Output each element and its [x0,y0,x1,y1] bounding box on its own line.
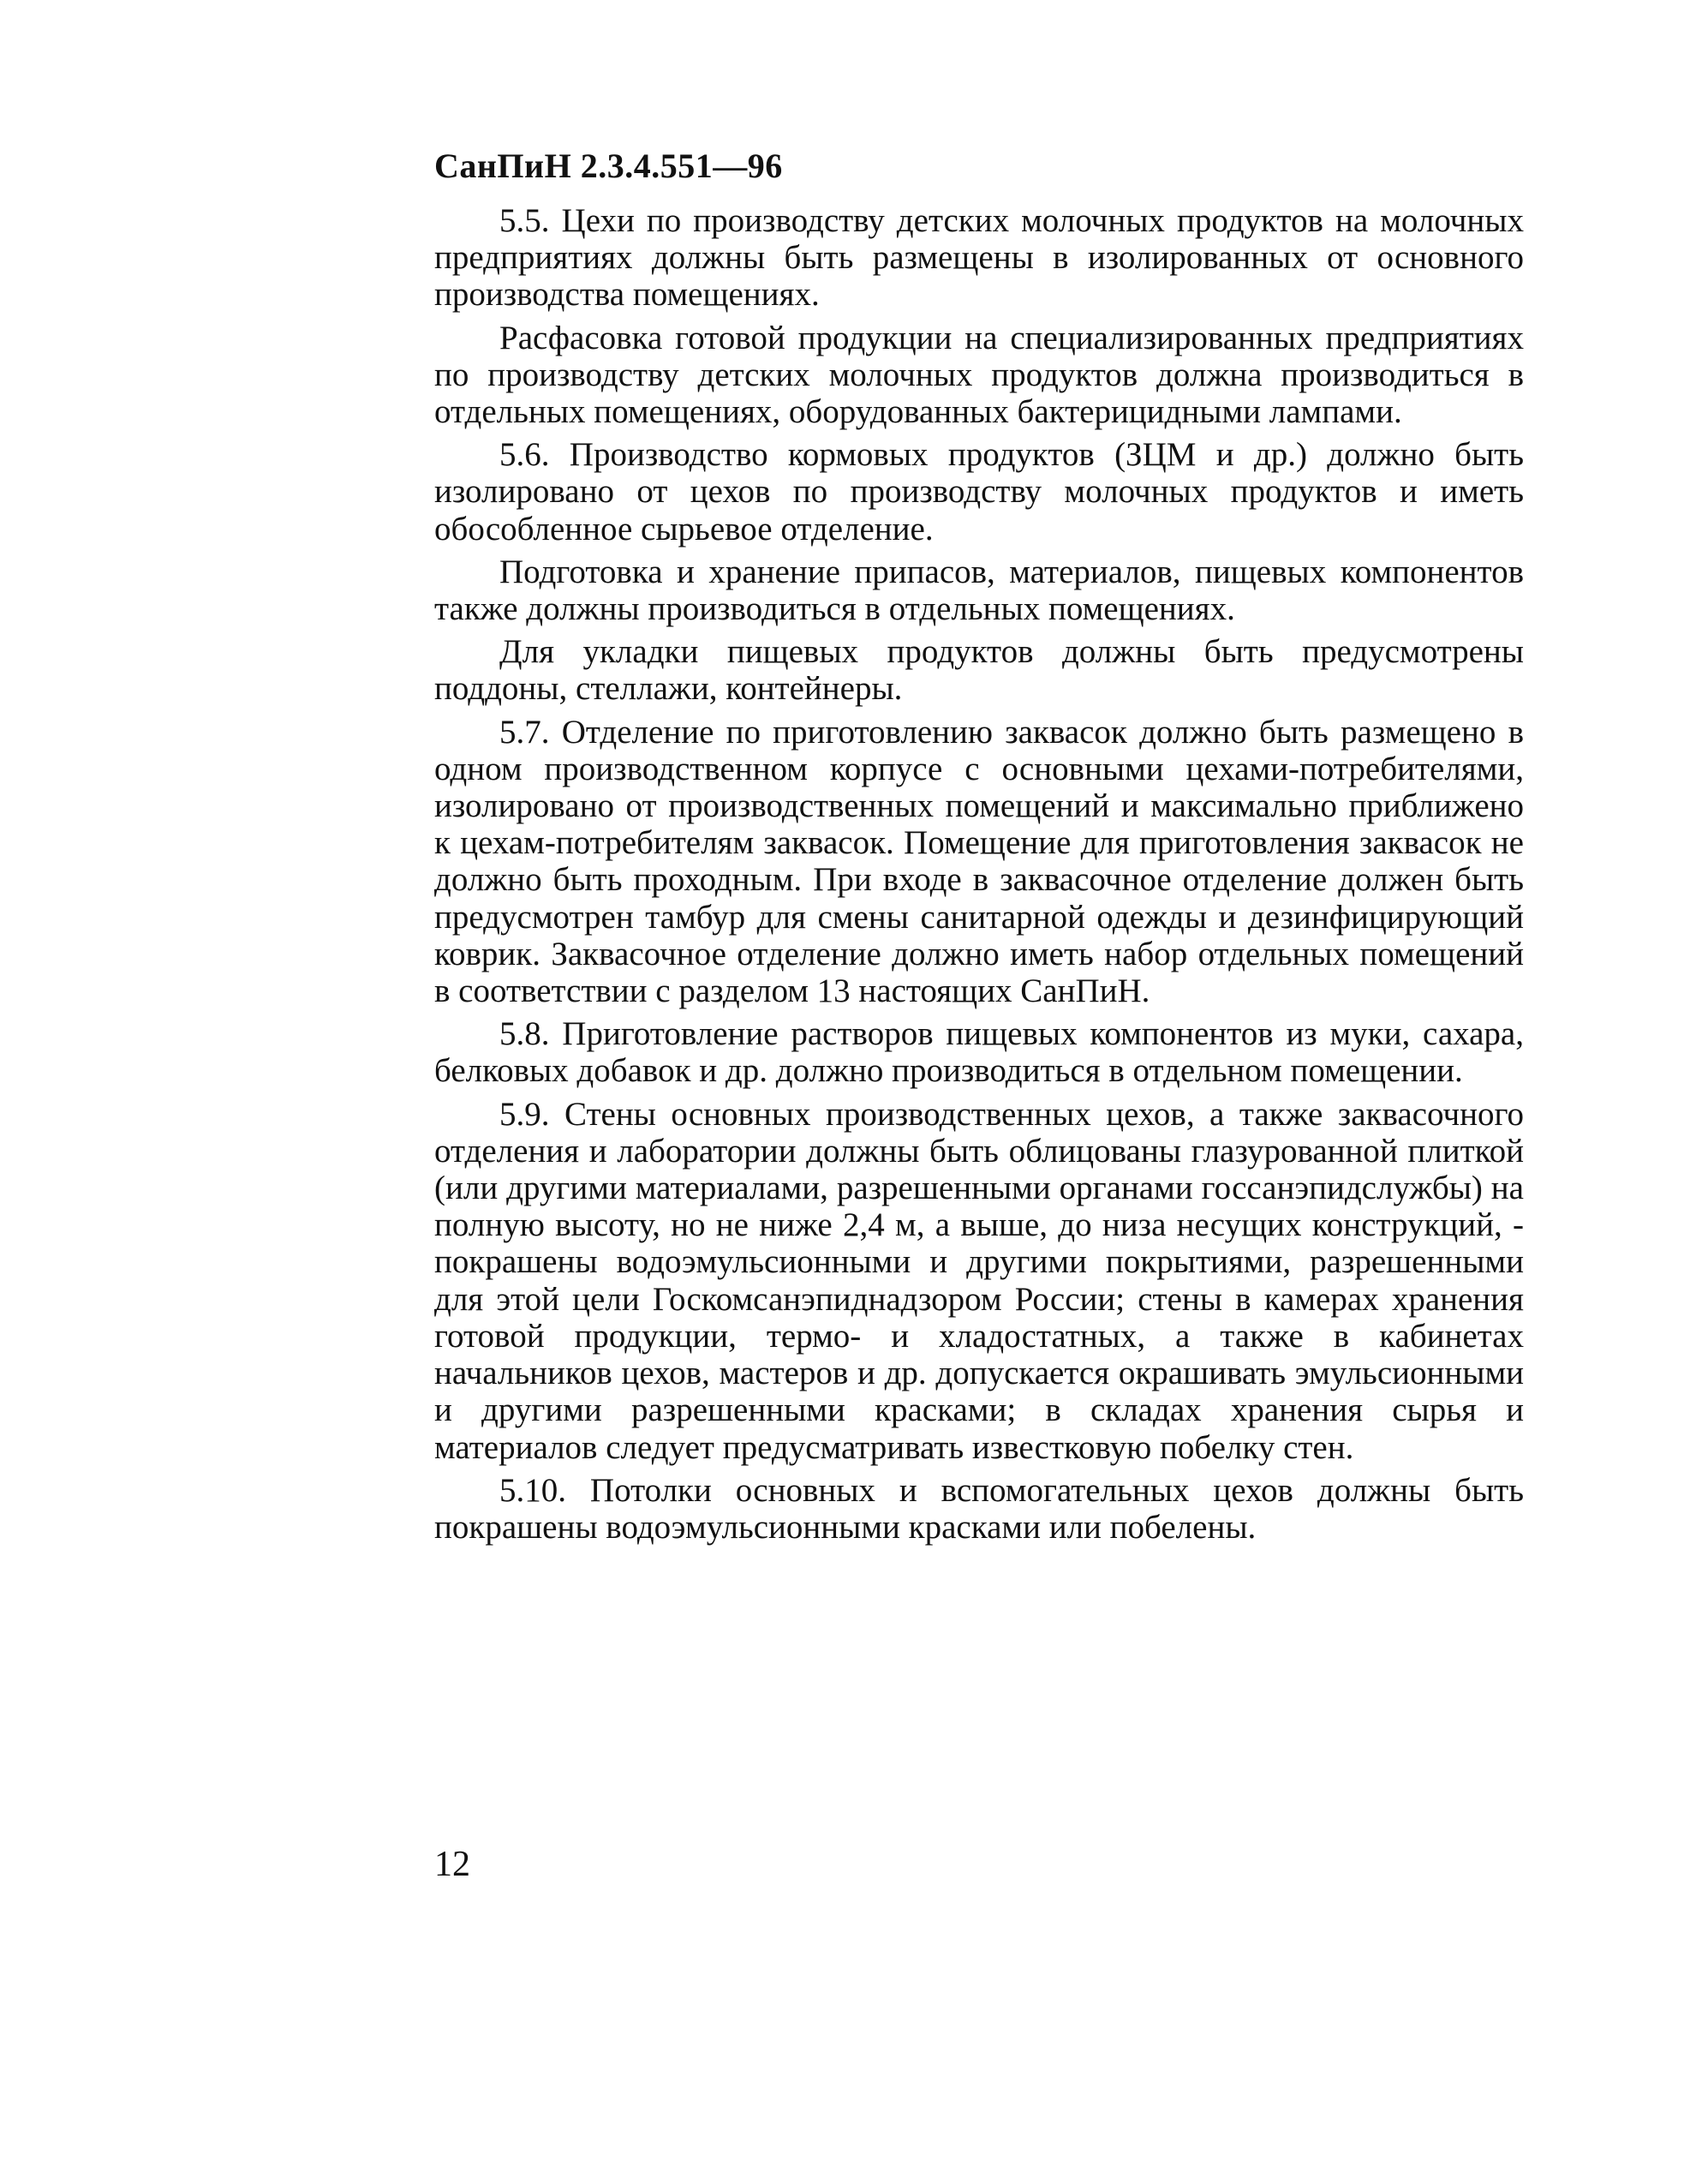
paragraph-5-9: 5.9. Стены основных производственных цехов, а также заквасочного отделения и лаборатории должны быть облицованы глазурованной плиткой (или другими материалами, разрешенными органами госсанэпидслужбы) на полную высоту, но не ниже 2,4 м, а выше, до низа несущих конструкций, - покрашены водоэмульсионными и другими покрытиями, разрешенными для этой цели Госкомсанэпиднадзором России; стены в камерах хранения готовой продукции, термо- и хладостатных, а также в кабинетах начальников цехов, мастеров и др. допускается окрашивать эмульсионными и другими разрешенными красками; в складах хранения сырья и материалов следует предусматривать известковую побелку стен. [434,1095,1524,1466]
document-body [434,202,1524,1546]
paragraph-packaging: Расфасовка готовой продукции на специализированных предприятиях по производству детских молочных продуктов должна производиться в отдельных помещениях, оборудованных бактерицидными лампами. [434,319,1524,431]
paragraph-storage: Подготовка и хранение припасов, материалов, пищевых компонентов также должны производиться в отдельных помещениях. [434,553,1524,628]
paragraph-5-6: 5.6. Производство кормовых продуктов (ЗЦМ и др.) должно быть изолировано от цехов по производству молочных продуктов и иметь обособленное сырьевое отделение. [434,436,1524,547]
paragraph-5-5: 5.5. Цехи по производству детских молочных продуктов на молочных предприятиях должны быть размещены в изолированных от основного производства помещениях. [434,202,1524,314]
paragraph-5-7: 5.7. Отделение по приготовлению заквасок должно быть размещено в одном производственном корпусе с основными цехами-потребителями, изолировано от производственных помещений и максимально приближено к цехам-потребителям заквасок. Помещение для приготовления заквасок не должно быть проходным. При входе в заквасочное отделение должен быть предусмотрен тамбур для смены санитарной одежды и дезинфицирующий коврик. Заквасочное отделение должно иметь набор отдельных помещений в соответствии с разделом 13 настоящих СанПиН. [434,713,1524,1010]
paragraph-pallets: Для укладки пищевых продуктов должны быть предусмотрены поддоны, стеллажи, контейнеры. [434,633,1524,708]
document-header-code: СанПиН 2.3.4.551—96 [434,147,783,185]
paragraph-5-10: 5.10. Потолки основных и вспомогательных цехов должны быть покрашены водоэмульсионными красками или побелены. [434,1471,1524,1546]
page-number: 12 [434,1845,470,1884]
paragraph-5-8: 5.8. Приготовление растворов пищевых компонентов из муки, сахара, белковых добавок и др. должно производиться в отдельном помещении. [434,1015,1524,1090]
